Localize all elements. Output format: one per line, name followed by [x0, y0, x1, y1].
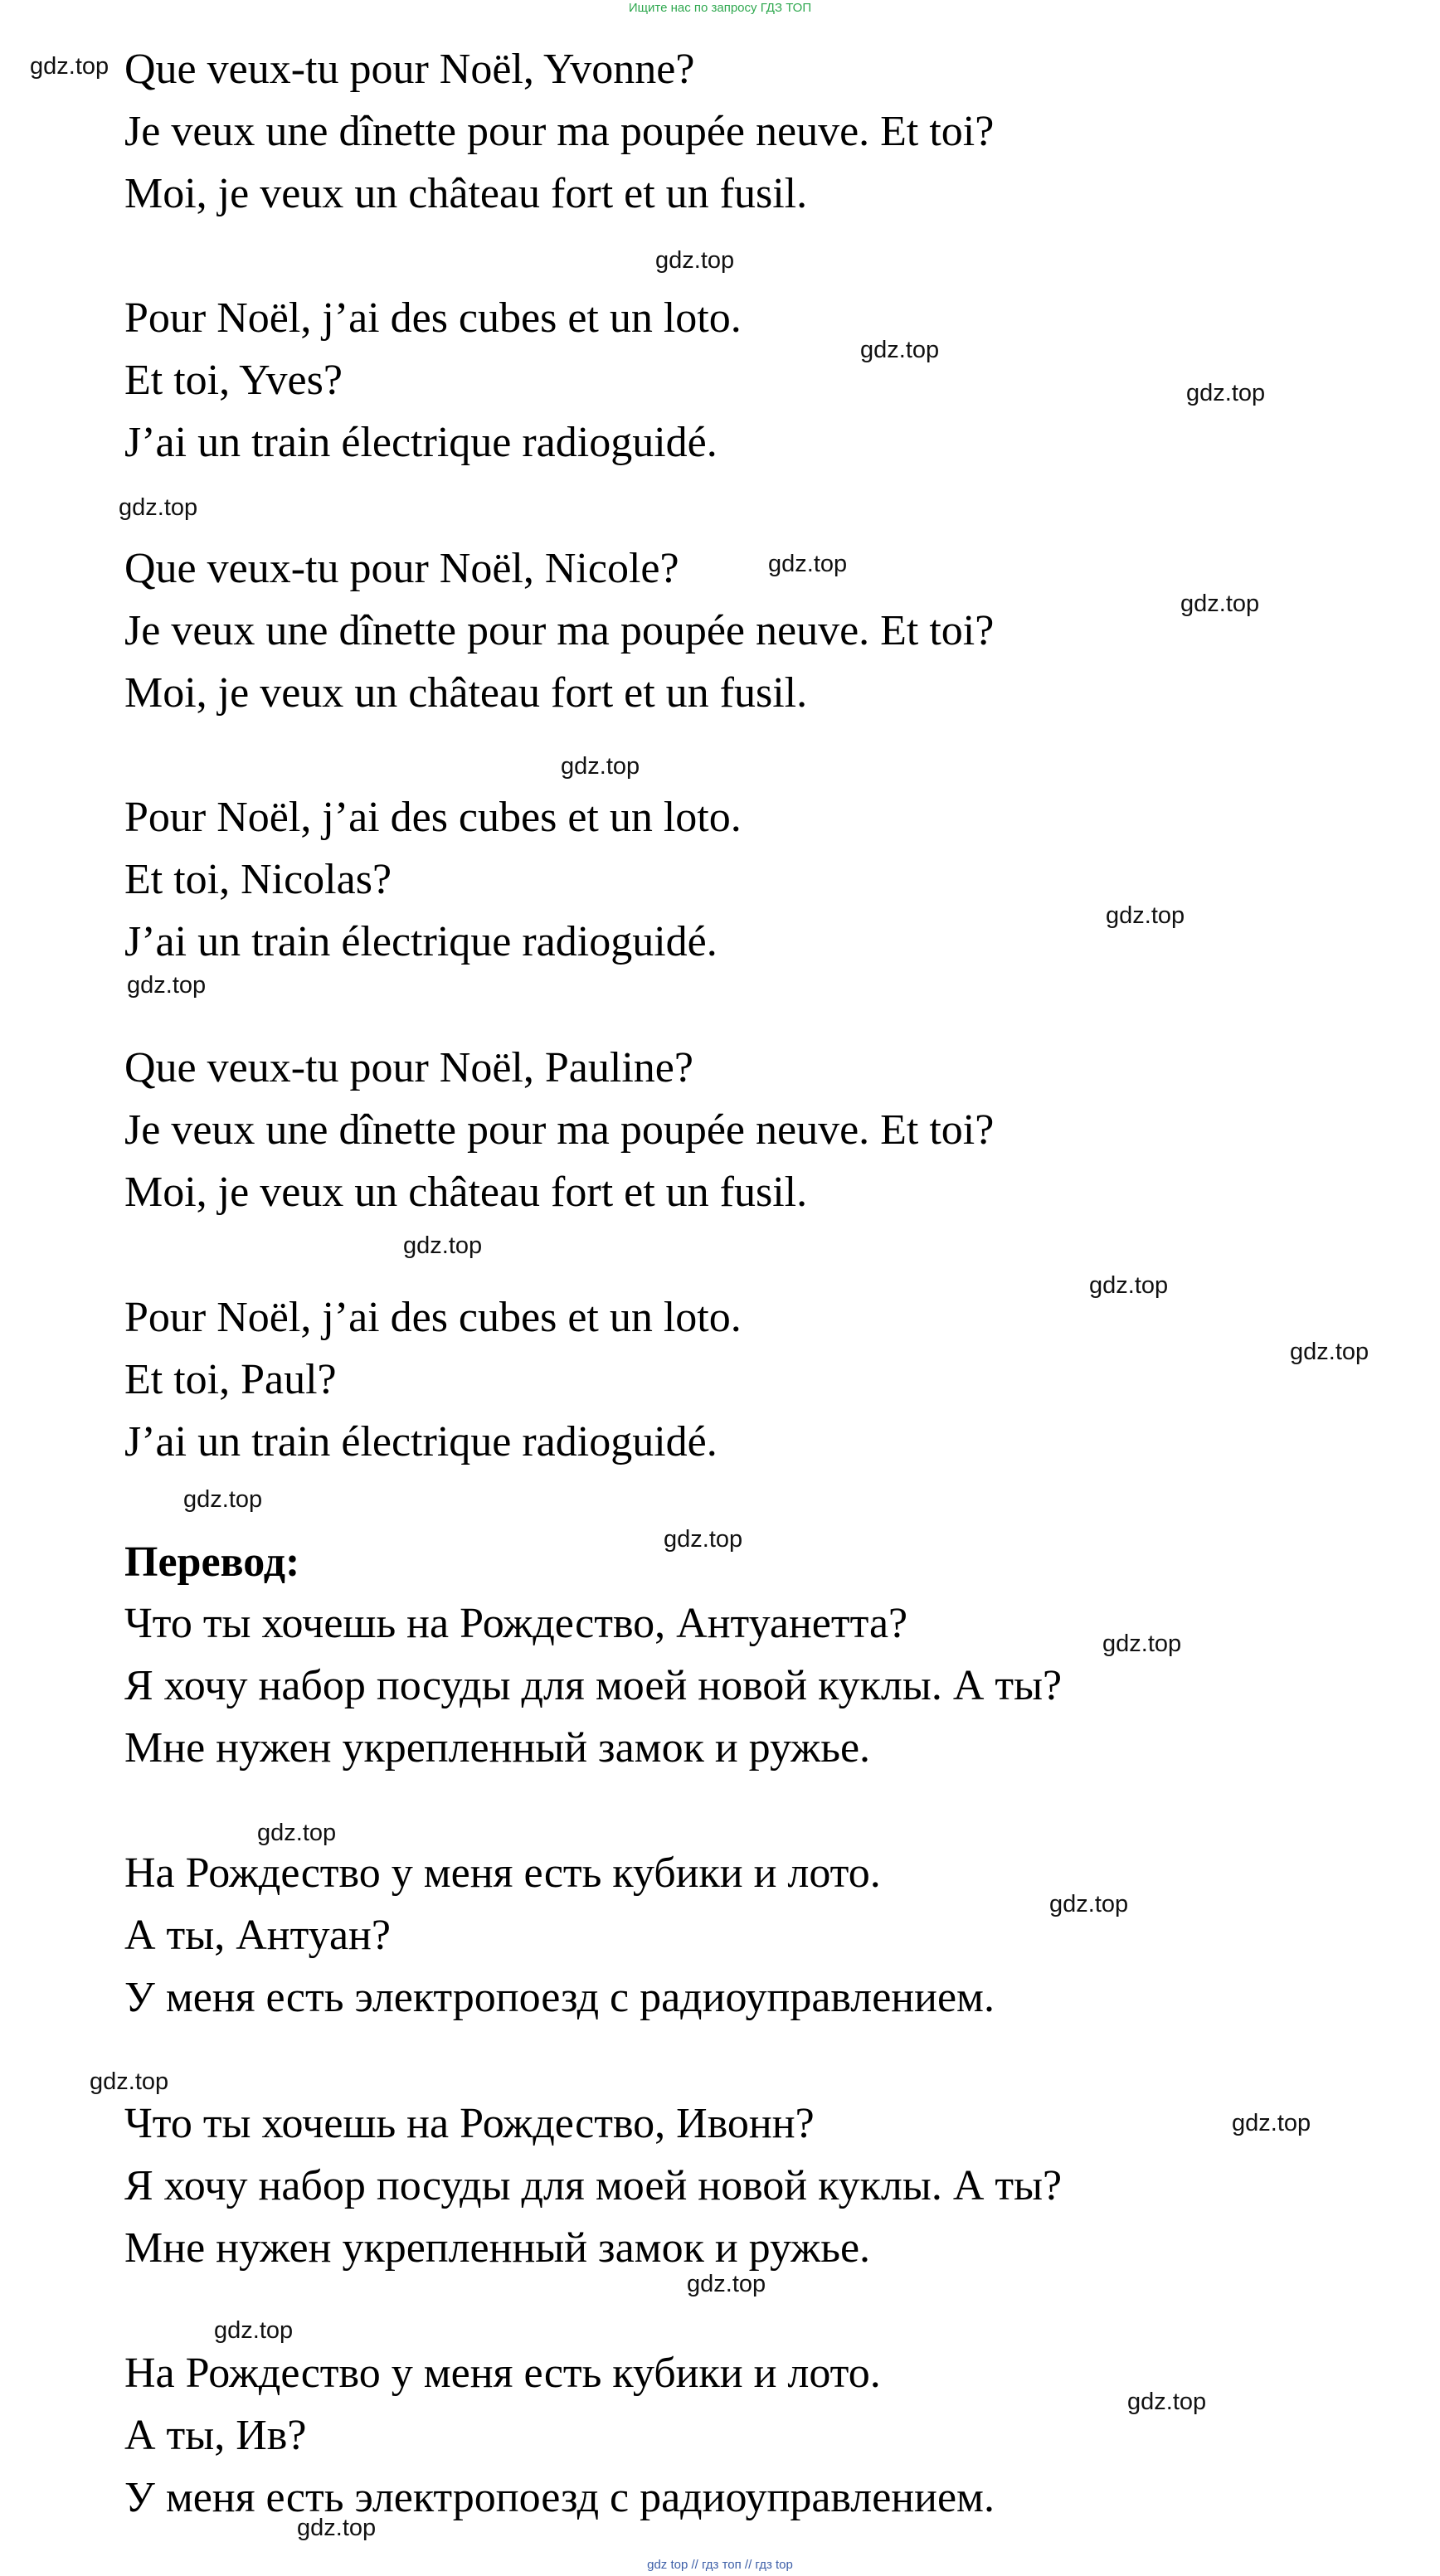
translation-line: Я хочу набор посуды для моей новой куклы. А ты? — [124, 2162, 1063, 2209]
dialogue-line: Et toi, Paul? — [124, 1356, 337, 1403]
dialogue-line: Et toi, Nicolas? — [124, 856, 392, 903]
translation-line: У меня есть электропоезд с радиоуправлением. — [124, 1974, 995, 2021]
translation-heading: Перевод: — [124, 1538, 300, 1586]
watermark: gdz.top — [655, 247, 735, 274]
watermark: gdz.top — [664, 1526, 743, 1553]
dialogue-line: Pour Noël, j’ai des cubes et un loto. — [124, 294, 742, 342]
translation-line: Что ты хочешь на Рождество, Ивонн? — [124, 2100, 815, 2147]
watermark: gdz.top — [183, 1486, 263, 1513]
dialogue-line: Je veux une dînette pour ma poupée neuve. Et toi? — [124, 108, 995, 155]
watermark: gdz.top — [1102, 1631, 1182, 1657]
watermark: gdz.top — [214, 2317, 294, 2344]
dialogue-line: Moi, je veux un château fort et un fusil. — [124, 669, 808, 717]
translation-line: Мне нужен укрепленный замок и ружье. — [124, 1724, 871, 1772]
watermark: gdz.top — [1180, 591, 1260, 617]
dialogue-line: Moi, je veux un château fort et un fusil. — [124, 1169, 808, 1216]
watermark: gdz.top — [1089, 1272, 1169, 1299]
translation-line: Мне нужен укрепленный замок и ружье. — [124, 2224, 871, 2272]
watermark: gdz.top — [768, 551, 848, 577]
dialogue-line: Et toi, Yves? — [124, 357, 343, 404]
dialogue-line: Je veux une dînette pour ma poupée neuve. Et toi? — [124, 1106, 995, 1154]
dialogue-line: Pour Noël, j’ai des cubes et un loto. — [124, 1294, 742, 1341]
watermark: gdz.top — [257, 1820, 337, 1846]
translation-line: Я хочу набор посуды для моей новой куклы. А ты? — [124, 1662, 1063, 1709]
watermark: gdz.top — [403, 1232, 483, 1259]
watermark: gdz.top — [1232, 2110, 1311, 2136]
watermark: gdz.top — [687, 2271, 766, 2297]
translation-line: А ты, Ив? — [124, 2412, 307, 2459]
watermark: gdz.top — [1186, 380, 1266, 406]
translation-line: А ты, Антуан? — [124, 1912, 391, 1959]
watermark: gdz.top — [561, 753, 640, 780]
translation-line: Что ты хочешь на Рождество, Антуанетта? — [124, 1600, 908, 1647]
watermark: gdz.top — [30, 53, 109, 80]
dialogue-line: Que veux-tu pour Noël, Yvonne? — [124, 46, 695, 93]
translation-line: У меня есть электропоезд с радиоуправлением. — [124, 2474, 995, 2521]
watermark: gdz.top — [127, 972, 207, 999]
watermark: gdz.top — [1290, 1339, 1369, 1365]
watermark: gdz.top — [297, 2515, 377, 2541]
dialogue-line: Moi, je veux un château fort et un fusil. — [124, 170, 808, 217]
watermark: gdz.top — [1106, 902, 1185, 929]
dialogue-line: Pour Noël, j’ai des cubes et un loto. — [124, 794, 742, 841]
dialogue-line: J’ai un train électrique radioguidé. — [124, 419, 718, 466]
dialogue-line: Que veux-tu pour Noël, Pauline? — [124, 1044, 693, 1091]
watermark: gdz.top — [119, 494, 198, 521]
dialogue-line: Je veux une dînette pour ma poupée neuve. Et toi? — [124, 607, 995, 654]
watermark: gdz.top — [90, 2068, 169, 2095]
top-banner: Ищите нас по запросу ГДЗ ТОП — [628, 1, 812, 15]
watermark: gdz.top — [1127, 2389, 1207, 2415]
dialogue-line: Que veux-tu pour Noël, Nicole? — [124, 545, 679, 592]
translation-line: На Рождество у меня есть кубики и лото. — [124, 1849, 881, 1897]
watermark: gdz.top — [860, 337, 940, 363]
translation-line: На Рождество у меня есть кубики и лото. — [124, 2350, 881, 2397]
footer-text: gdz top // гдз топ // гдз top — [647, 2558, 793, 2572]
dialogue-line: J’ai un train électrique radioguidé. — [124, 918, 718, 965]
watermark: gdz.top — [1049, 1891, 1129, 1917]
dialogue-line: J’ai un train électrique radioguidé. — [124, 1418, 718, 1465]
